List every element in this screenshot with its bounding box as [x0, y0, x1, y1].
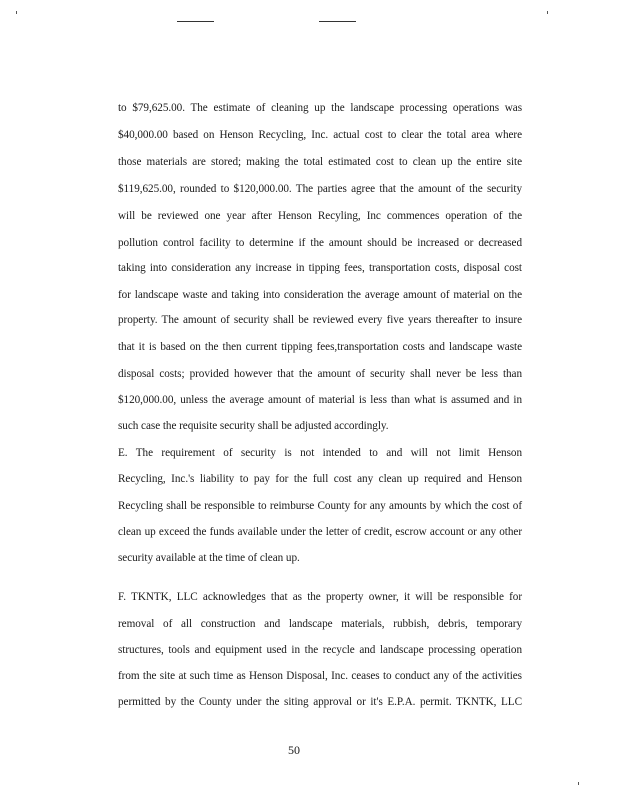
scan-speck: [16, 11, 17, 14]
section-f-line: from the site at such time as Henson Disposal, Inc. ceases to conduct any of the activities: [118, 670, 522, 682]
section-f-line: removal of all construction and landscape materials, rubbish, debris, temporary: [118, 618, 522, 630]
text-line: taking into consideration any increase in tipping fees, transportation costs, disposal cost: [118, 262, 522, 274]
section-e-line: clean up exceed the funds available under the letter of credit, escrow account or any other: [118, 526, 522, 538]
section-f-line: permitted by the County under the siting approval or it's E.P.A. permit. TKNTK, LLC: [118, 696, 522, 708]
page-number: 50: [288, 743, 300, 757]
text-line: $119,625.00, rounded to $120,000.00. The parties agree that the amount of the security: [118, 183, 522, 195]
text-line: $40,000.00 based on Henson Recycling, Inc. actual cost to clear the total area where: [118, 129, 522, 141]
section-e-line: E. The requirement of security is not intended to and will not limit Henson: [118, 447, 522, 459]
text-line: property. The amount of security shall be reviewed every five years thereafter to insure: [118, 314, 522, 326]
text-line: those materials are stored; making the total estimated cost to clean up the entire site: [118, 156, 522, 168]
header-rule-right: [319, 21, 356, 22]
text-line: will be reviewed one year after Henson Recyling, Inc commences operation of the: [118, 210, 522, 222]
text-line: disposal costs; provided however that the amount of security shall never be less than: [118, 368, 522, 380]
section-e-line: Recycling, Inc.'s liability to pay for the full cost any clean up required and Henson: [118, 473, 522, 485]
section-e-line: Recycling shall be responsible to reimburse County for any amounts by which the cost of: [118, 500, 522, 512]
scan-speck: [578, 782, 579, 785]
text-line: such case the requisite security shall be adjusted accordingly.: [118, 420, 389, 432]
text-line: to $79,625.00. The estimate of cleaning up the landscape processing operations was: [118, 102, 522, 114]
text-line: for landscape waste and taking into consideration the average amount of material on the: [118, 289, 522, 301]
text-line: that it is based on the then current tipping fees,transportation costs and landscape waste: [118, 341, 522, 353]
scan-speck: [547, 11, 548, 14]
section-e-line: security available at the time of clean up.: [118, 552, 300, 564]
section-f-line: F. TKNTK, LLC acknowledges that as the property owner, it will be responsible for: [118, 591, 522, 603]
header-rule-left: [177, 21, 214, 22]
section-f-line: structures, tools and equipment used in the recycle and landscape processing operation: [118, 644, 522, 656]
text-line: $120,000.00, unless the average amount of material is less than what is assumed and in: [118, 394, 522, 406]
text-line: pollution control facility to determine if the amount should be increased or decreased: [118, 237, 522, 249]
